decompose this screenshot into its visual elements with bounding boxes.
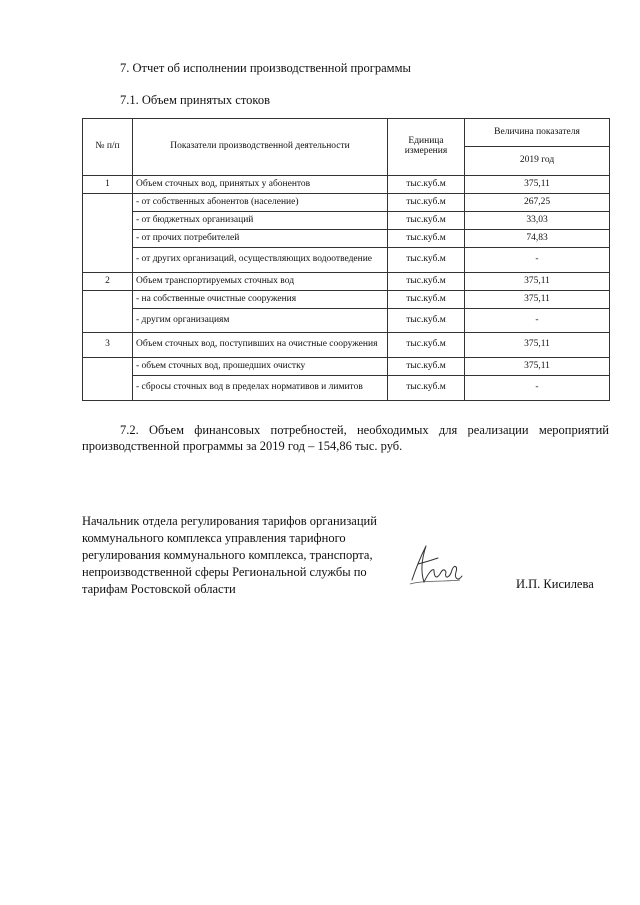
row-value: -: [465, 309, 610, 333]
header-unit: Единица измерения: [388, 119, 465, 176]
table-row: [83, 291, 610, 309]
row-value: 74,83: [465, 230, 610, 248]
row-unit: тыс.куб.м: [388, 309, 465, 333]
row-indicator: - от других организаций, осуществляющих водоотведение: [133, 248, 388, 273]
row-num: 3: [83, 333, 133, 358]
table-row: [83, 333, 610, 358]
table-row: [83, 230, 610, 248]
row-value: -: [465, 248, 610, 273]
row-unit: тыс.куб.м: [388, 291, 465, 309]
table-row: [83, 212, 610, 230]
row-num: [83, 358, 133, 401]
row-indicator: Объем сточных вод, поступивших на очистные сооружения: [133, 333, 388, 358]
row-value: 375,11: [465, 176, 610, 194]
row-unit: тыс.куб.м: [388, 273, 465, 291]
row-indicator: - от прочих потребителей: [133, 230, 388, 248]
row-unit: тыс.куб.м: [388, 230, 465, 248]
row-num: 1: [83, 176, 133, 194]
table-row: [83, 176, 610, 194]
header-value: Величина показателя: [465, 119, 610, 147]
row-indicator: Объем транспортируемых сточных вод: [133, 273, 388, 291]
row-value: 375,11: [465, 333, 610, 358]
table-row: [83, 309, 610, 333]
table-row: [83, 273, 610, 291]
header-year: 2019 год: [465, 147, 610, 176]
wastewater-table: [82, 118, 610, 401]
signatory-name: И.П. Кисилева: [516, 577, 594, 591]
row-indicator: - от бюджетных организаций: [133, 212, 388, 230]
signatory-title: Начальник отдела регулирования тарифов организаций коммунального комплекса управления тарифного регулирования коммунального комплекса, транспорта, непроизводственной сферы Региональной службы по тарифам Ростовской области: [82, 514, 377, 596]
row-unit: тыс.куб.м: [388, 248, 465, 273]
row-value: 33,03: [465, 212, 610, 230]
header-indicator: Показатели производственной деятельности: [133, 119, 388, 176]
table-row: [83, 248, 610, 273]
row-unit: тыс.куб.м: [388, 176, 465, 194]
row-num: [83, 291, 133, 333]
row-indicator: - на собственные очистные сооружения: [133, 291, 388, 309]
row-indicator: Объем сточных вод, принятых у абонентов: [133, 176, 388, 194]
row-indicator: - сбросы сточных вод в пределах нормативов и лимитов: [133, 376, 388, 401]
row-value: 375,11: [465, 291, 610, 309]
financial-needs-paragraph: 7.2. Объем финансовых потребностей, необходимых для реализации мероприятий производственной программы за 2019 год – 154,86 тыс. руб.: [82, 423, 609, 453]
table-row: [83, 376, 610, 401]
row-num: [83, 194, 133, 273]
row-indicator: - другим организациям: [133, 309, 388, 333]
row-value: 267,25: [465, 194, 610, 212]
row-unit: тыс.куб.м: [388, 212, 465, 230]
row-unit: тыс.куб.м: [388, 194, 465, 212]
handwritten-signature: [404, 540, 464, 588]
subsection-heading: 7.1. Объем принятых стоков: [120, 93, 270, 107]
row-value: 375,11: [465, 358, 610, 376]
row-value: 375,11: [465, 273, 610, 291]
table-row: [83, 358, 610, 376]
table-row: [83, 194, 610, 212]
row-unit: тыс.куб.м: [388, 333, 465, 358]
row-unit: тыс.куб.м: [388, 358, 465, 376]
row-value: -: [465, 376, 610, 401]
row-indicator: - от собственных абонентов (население): [133, 194, 388, 212]
header-num: № п/п: [83, 119, 133, 176]
row-indicator: - объем сточных вод, прошедших очистку: [133, 358, 388, 376]
row-unit: тыс.куб.м: [388, 376, 465, 401]
section-heading: 7. Отчет об исполнении производственной программы: [120, 61, 411, 75]
row-num: 2: [83, 273, 133, 291]
